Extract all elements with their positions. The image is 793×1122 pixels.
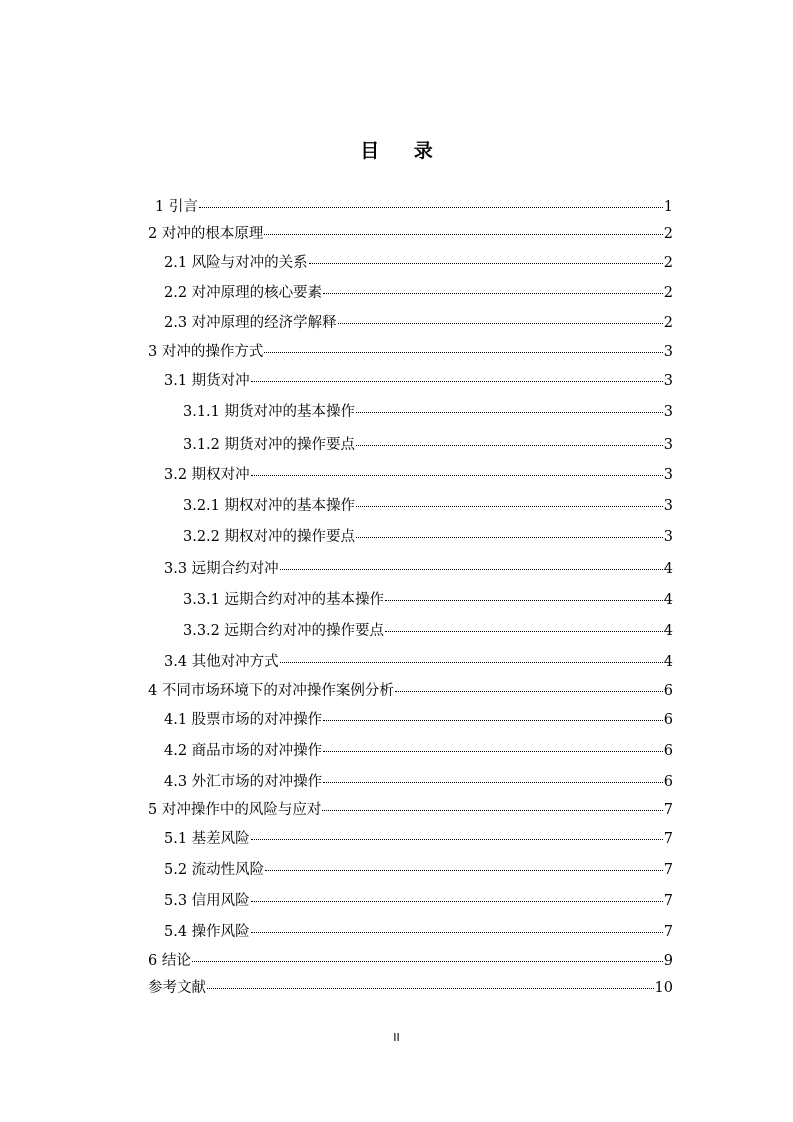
toc-entry-page-number: 4 xyxy=(663,592,673,608)
toc-entry-text: 2 对冲的根本原理 xyxy=(148,226,264,242)
toc-entry-text: 5.3 信用风险 xyxy=(164,893,250,909)
toc-dot-leader xyxy=(385,631,663,632)
toc-entry-text: 3.2.1 期权对冲的基本操作 xyxy=(183,498,356,514)
toc-entry-text: 4.2 商品市场的对冲操作 xyxy=(164,743,323,759)
toc-dot-leader xyxy=(323,782,663,783)
toc-entry-text: 5.1 基差风险 xyxy=(164,831,250,847)
toc-entry-page-number: 3 xyxy=(663,373,673,389)
toc-entry[interactable] xyxy=(183,436,673,454)
toc-entry-page-number: 7 xyxy=(663,893,673,909)
toc-entry[interactable] xyxy=(148,225,673,243)
toc-entry[interactable] xyxy=(164,892,673,910)
toc-dot-leader xyxy=(264,234,662,235)
toc-entry-page-number: 10 xyxy=(654,980,673,996)
toc-entry-page-number: 2 xyxy=(663,315,673,331)
toc-entry-text: 3 对冲的操作方式 xyxy=(148,344,264,360)
toc-dot-leader xyxy=(323,720,663,721)
toc-entry-text: 参考文献 xyxy=(148,980,206,996)
toc-entry[interactable] xyxy=(164,711,673,729)
toc-entry-page-number: 6 xyxy=(663,774,673,790)
toc-entry-text: 3.3.2 远期合约对冲的操作要点 xyxy=(183,623,385,639)
toc-entry-page-number: 7 xyxy=(663,862,673,878)
toc-entry[interactable] xyxy=(148,801,673,819)
toc-dot-leader xyxy=(323,293,663,294)
toc-entry-page-number: 4 xyxy=(663,654,673,670)
toc-entry-page-number: 2 xyxy=(663,285,673,301)
toc-entry[interactable] xyxy=(183,591,673,609)
toc-entry-text: 3.1.1 期货对冲的基本操作 xyxy=(183,404,356,420)
toc-entry-text: 3.1.2 期货对冲的操作要点 xyxy=(183,437,356,453)
toc-entry[interactable] xyxy=(164,466,673,484)
page-number-footer: II xyxy=(393,1031,400,1044)
toc-entry[interactable] xyxy=(183,497,673,515)
toc-dot-leader xyxy=(338,323,663,324)
toc-entry-page-number: 9 xyxy=(663,953,673,969)
toc-entry[interactable] xyxy=(183,403,673,421)
toc-entry[interactable] xyxy=(148,952,673,970)
toc-entry[interactable] xyxy=(164,923,673,941)
toc-entry[interactable] xyxy=(164,254,673,272)
toc-entry-text: 2.2 对冲原理的核心要素 xyxy=(164,285,323,301)
toc-entry-text: 3.3 远期合约对冲 xyxy=(164,561,279,577)
toc-entry[interactable] xyxy=(183,528,673,546)
toc-entry-text: 2.1 风险与对冲的关系 xyxy=(164,255,308,271)
toc-dot-leader xyxy=(356,537,663,538)
toc-entry[interactable] xyxy=(164,861,673,879)
toc-dot-leader xyxy=(356,506,663,507)
toc-entry-page-number: 6 xyxy=(663,743,673,759)
toc-entry-text: 4 不同市场环境下的对冲操作案例分析 xyxy=(148,683,394,699)
toc-dot-leader xyxy=(207,988,654,989)
toc-entry-page-number: 3 xyxy=(663,498,673,514)
toc-entry-text: 3.1 期货对冲 xyxy=(164,373,250,389)
toc-entry-text: 1 引言 xyxy=(155,199,198,215)
toc-entry[interactable] xyxy=(164,314,673,332)
toc-dot-leader xyxy=(251,932,663,933)
toc-entry-page-number: 6 xyxy=(663,683,673,699)
toc-entry-text: 3.2.2 期权对冲的操作要点 xyxy=(183,529,356,545)
toc-entry-text: 4.1 股票市场的对冲操作 xyxy=(164,712,323,728)
toc-entry-page-number: 4 xyxy=(663,623,673,639)
toc-dot-leader xyxy=(251,381,663,382)
toc-dot-leader xyxy=(265,870,663,871)
toc-dot-leader xyxy=(356,412,663,413)
toc-entry[interactable] xyxy=(148,979,673,997)
toc-entry-page-number: 4 xyxy=(663,561,673,577)
toc-entry[interactable] xyxy=(164,742,673,760)
toc-entry[interactable] xyxy=(164,830,673,848)
toc-entry-text: 3.3.1 远期合约对冲的基本操作 xyxy=(183,592,385,608)
toc-dot-leader xyxy=(322,810,662,811)
toc-entry-page-number: 7 xyxy=(663,802,673,818)
toc-entry-page-number: 3 xyxy=(663,467,673,483)
toc-dot-leader xyxy=(251,901,663,902)
toc-dot-leader xyxy=(323,751,663,752)
toc-dot-leader xyxy=(264,352,662,353)
toc-dot-leader xyxy=(356,445,663,446)
toc-entry-page-number: 1 xyxy=(663,199,673,215)
toc-entry[interactable] xyxy=(148,682,673,700)
toc-entry[interactable] xyxy=(183,622,673,640)
toc-dot-leader xyxy=(385,600,663,601)
toc-entry-text: 3.2 期权对冲 xyxy=(164,467,250,483)
toc-dot-leader xyxy=(309,263,663,264)
toc-entry[interactable] xyxy=(148,343,673,361)
toc-dot-leader xyxy=(251,839,663,840)
toc-entry-text: 4.3 外汇市场的对冲操作 xyxy=(164,774,323,790)
toc-dot-leader xyxy=(199,207,663,208)
toc-entry-page-number: 6 xyxy=(663,712,673,728)
toc-entry-page-number: 2 xyxy=(663,255,673,271)
toc-entry[interactable] xyxy=(155,198,673,216)
toc-entry-text: 6 结论 xyxy=(148,953,191,969)
toc-entry-page-number: 3 xyxy=(663,344,673,360)
toc-entry[interactable] xyxy=(164,372,673,390)
toc-entry-text: 3.4 其他对冲方式 xyxy=(164,654,279,670)
toc-entry-text: 2.3 对冲原理的经济学解释 xyxy=(164,315,337,331)
toc-entry-page-number: 3 xyxy=(663,404,673,420)
toc-dot-leader xyxy=(251,475,663,476)
toc-entry[interactable] xyxy=(164,284,673,302)
toc-entry-page-number: 7 xyxy=(663,831,673,847)
toc-dot-leader xyxy=(192,961,663,962)
toc-entry-text: 5.4 操作风险 xyxy=(164,924,250,940)
toc-dot-leader xyxy=(280,569,663,570)
toc-entry-page-number: 3 xyxy=(663,437,673,453)
toc-entry-text: 5 对冲操作中的风险与应对 xyxy=(148,802,322,818)
toc-entry-page-number: 3 xyxy=(663,529,673,545)
toc-entry-page-number: 7 xyxy=(663,924,673,940)
toc-dot-leader xyxy=(280,662,663,663)
toc-dot-leader xyxy=(395,691,663,692)
toc-title: 目 录 xyxy=(360,140,447,162)
toc-entry[interactable] xyxy=(164,560,673,578)
toc-entry[interactable] xyxy=(164,773,673,791)
toc-entry-page-number: 2 xyxy=(663,226,673,242)
toc-entry[interactable] xyxy=(164,653,673,671)
toc-entry-text: 5.2 流动性风险 xyxy=(164,862,265,878)
